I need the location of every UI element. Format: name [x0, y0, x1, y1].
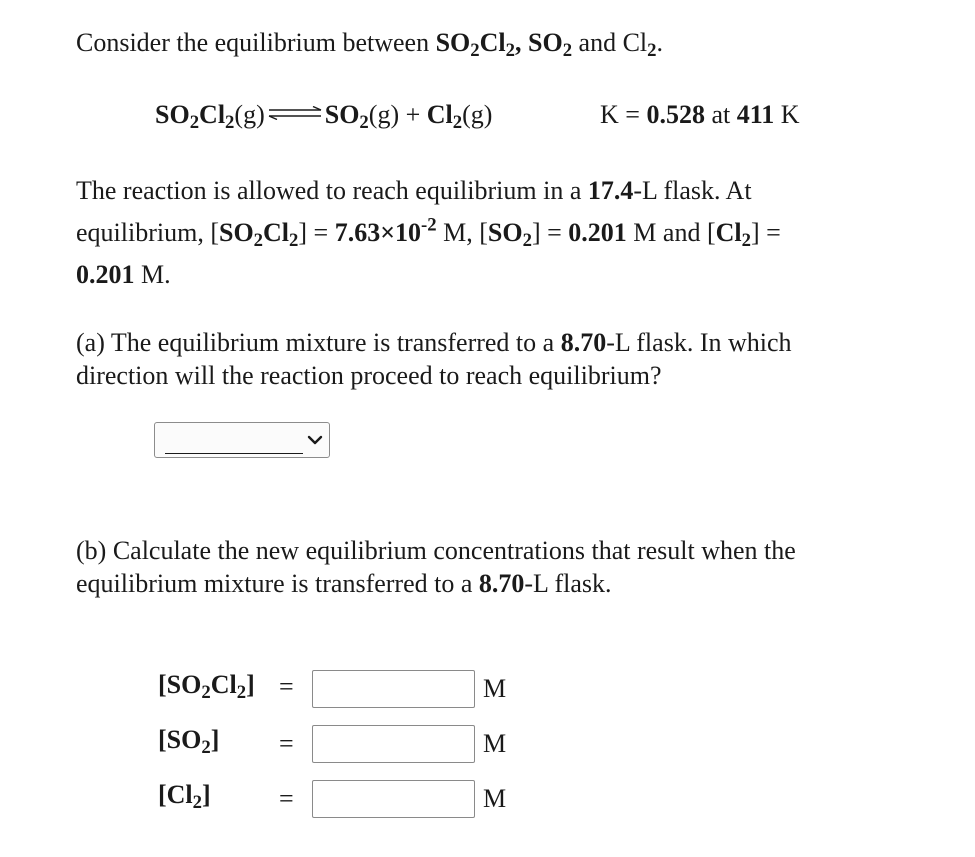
intro-text: Consider the equilibrium between $SO_2Cl_2$, $SO_2$ and $Cl_2$. [76, 28, 664, 62]
equals-sign: = [279, 784, 294, 813]
unit-label: M [483, 784, 507, 813]
reaction-equation: $SO_2Cl_2(g) SO_2(g) + Cl_2(g)$ [155, 100, 493, 134]
so2-label: $[SO_2]$ [158, 725, 220, 759]
unit-label: M [483, 674, 507, 703]
part-b-question: (b) Calculate the new equilibrium concentrations that result when the equilibrium mixture is transferred to a 8.70-L flask. [76, 536, 796, 598]
direction-dropdown[interactable] [154, 422, 330, 458]
blank-line [165, 453, 303, 454]
so2cl2-concentration-input[interactable] [312, 670, 475, 708]
chevron-down-icon [307, 433, 323, 447]
so2cl2-label: $[SO_2Cl_2]$ [158, 670, 255, 704]
unit-label: M [483, 729, 507, 758]
equals-sign: = [279, 729, 294, 758]
equilibrium-arrow-icon [267, 106, 323, 120]
cl2-concentration-input[interactable] [312, 780, 475, 818]
equals-sign: = [279, 672, 294, 701]
part-a-question: (a) The equilibrium mixture is transferred to a 8.70-L flask. In which direction will the reaction proceed to reach equilibrium? [76, 328, 792, 390]
equilibrium-constant: K = 0.528 at 411 K [600, 100, 800, 129]
cl2-label: $[Cl_2]$ [158, 780, 211, 814]
so2-concentration-input[interactable] [312, 725, 475, 763]
conditions-text: The reaction is allowed to reach equilibrium in a 17.4-L flask. At equilibrium, $[SO_2Cl_2] = 7.63\times 10^{-2}$ M, $[SO_2] = 0.201$ M and $[Cl_2]$ = 0.201 M. [76, 176, 781, 289]
